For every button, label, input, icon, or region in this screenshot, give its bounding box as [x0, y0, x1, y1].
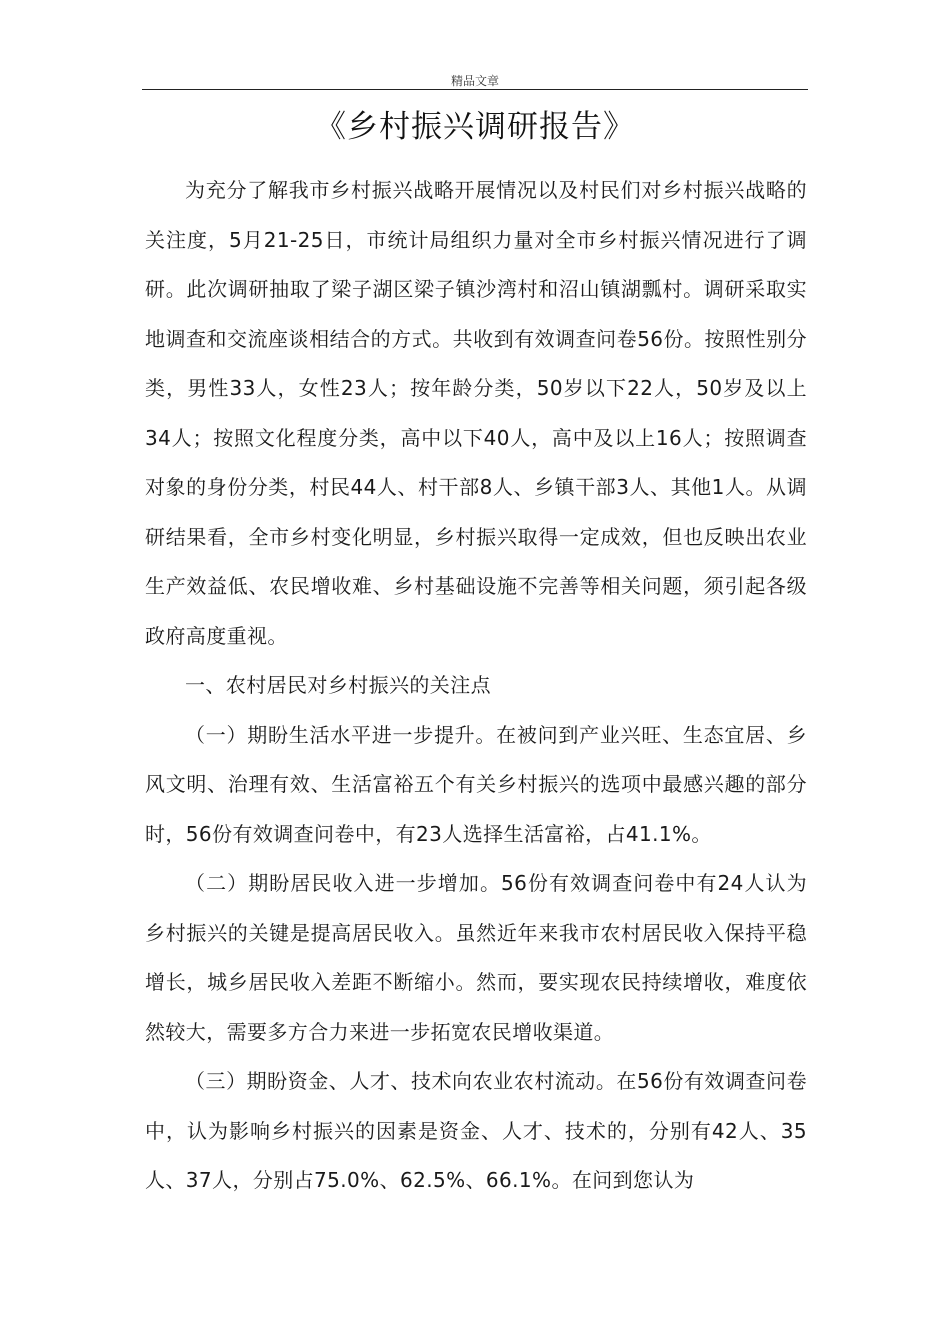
section-heading: 一、农村居民对乡村振兴的关注点: [185, 673, 491, 697]
paragraph-item-3: （三）期盼资金、人才、技术向农业农村流动。在56份有效调查问卷中，认为影响乡村振兴的因素是资金、人才、技术的，分别有42人、35人、37人，分别占75.0%、62.5%、66.1%。在问到您认为: [145, 1069, 807, 1192]
page-header: 精品文章: [450, 74, 499, 88]
intro-paragraph: 为充分了解我市乡村振兴战略开展情况以及村民们对乡村振兴战略的关注度，5月21-25日，市统计局组织力量对全市乡村振兴情况进行了调研。此次调研抽取了梁子湖区梁子镇沙湾村和沼山镇湖瓢村。调研采取实地调查和交流座谈相结合的方式。共收到有效调查问卷56份。按照性别分类，男性33人，女性23人；按年龄分类，50岁以下22人，50岁及以上34人；按照文化程度分类，高中以下40人，高中及以上16人；按照调查对象的身份分类，村民44人、村干部8人、乡镇干部3人、其他1人。从调研结果看，全市乡村变化明显，乡村振兴取得一定成效，但也反映出农业生产效益低、农民增收难、乡村基础设施不完善等相关问题，须引起各级政府高度重视。: [145, 178, 807, 648]
paragraph-item-2: （二）期盼居民收入进一步增加。56份有效调查问卷中有24人认为乡村振兴的关键是提高居民收入。虽然近年来我市农村居民收入保持平稳增长，城乡居民收入差距不断缩小。然而，要实现农民持续增收，难度依然较大，需要多方合力来进一步拓宽农民增收渠道。: [145, 871, 807, 1044]
document-title: 《乡村振兴调研报告》: [315, 109, 635, 145]
paragraph-item-1: （一）期盼生活水平进一步提升。在被问到产业兴旺、生态宜居、乡风文明、治理有效、生活富裕五个有关乡村振兴的选项中最感兴趣的部分时，56份有效调查问卷中，有23人选择生活富裕，占41.1%。: [145, 722, 807, 846]
document-body: [145, 166, 807, 1206]
header-divider: [142, 89, 808, 90]
